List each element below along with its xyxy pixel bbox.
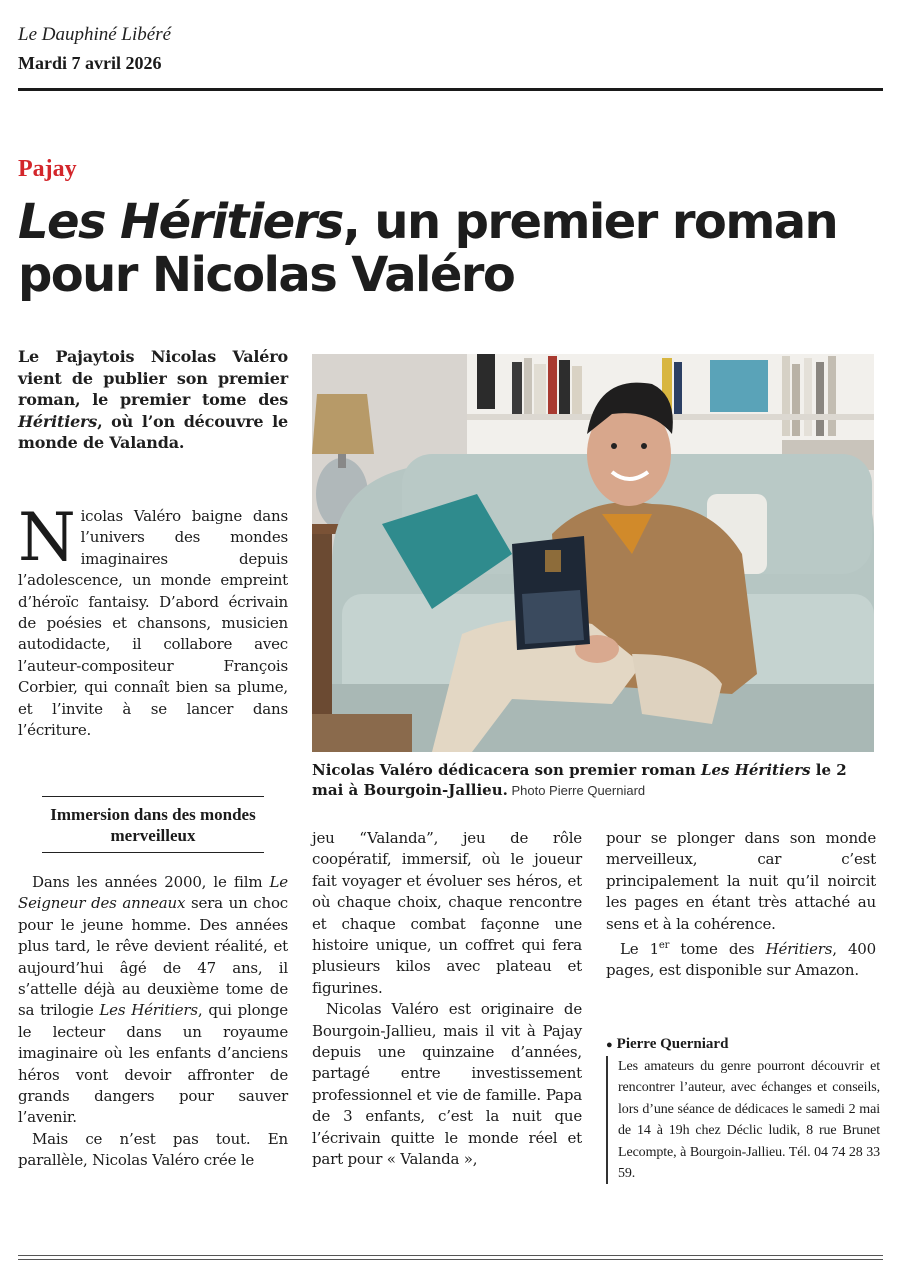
standfirst-part: Le Pajaytois Nicolas Valéro vient de publier son premier roman, le premier tome des	[18, 347, 288, 410]
book-title: Héritiers	[765, 940, 833, 959]
standfirst-part: , où l’on découvre le monde de Valanda.	[18, 411, 288, 453]
article-photo	[312, 354, 874, 752]
rubric-location: Pajay	[18, 156, 77, 182]
paragraph-text: , 400 pages, est disponible sur Amazon.	[606, 940, 876, 980]
article-column-3	[606, 828, 876, 982]
paragraph-text: tome des	[669, 940, 766, 959]
bullet-icon: ●	[606, 1039, 613, 1051]
event-info-box: Les amateurs du genre pourront découvrir et rencontrer l’auteur, avec échanges et conseils, lors d’une séance de dédicaces le samedi 2 mai de 14 à 19h chez Déclic ludik, 8 rue Brunet Lecompte, à Bourgoin-Jallieu. Tél. 04 74 28 33 59.	[606, 1056, 880, 1184]
photo-credit: Photo Pierre Querniard	[507, 783, 646, 798]
ordinal-suffix: er	[658, 940, 670, 952]
issue-date: Mardi 7 avril 2026	[18, 53, 162, 73]
caption-text: le 2 mai à Bourgoin-Jallieu.	[312, 761, 847, 799]
paragraph	[18, 872, 288, 1129]
article-lead-paragraph	[18, 499, 288, 741]
paragraph-text: sera un choc pour le jeune homme. Des années plus tard, le rêve devient réalité, et aujourd’hui âgé de 47 ans, il s’attelle déjà au deuxième tome de sa trilogie	[18, 894, 288, 1020]
article-column-2	[312, 828, 582, 1171]
caption-book-title: Les Héritiers	[700, 761, 811, 779]
article-headline	[18, 196, 888, 302]
drop-cap: N	[18, 499, 76, 576]
film-title: Le Seigneur des anneaux	[18, 873, 288, 913]
standfirst-book-title: Héritiers	[18, 411, 98, 431]
paragraph: Mais ce n’est pas tout. En parallèle, Nicolas Valéro crée le	[18, 1129, 288, 1170]
author-name: Pierre Querniard	[616, 1036, 729, 1052]
newspaper-name: Le Dauphiné Libéré	[18, 24, 172, 45]
book-title: Les Héritiers	[99, 1001, 198, 1020]
footer-rule	[18, 1259, 883, 1260]
headline-rest: , un premier roman pour Nicolas Valéro	[18, 194, 838, 303]
author-byline	[606, 1036, 728, 1053]
masthead-rule	[18, 88, 883, 91]
caption-text: Nicolas Valéro dédicacera son premier roman	[312, 761, 701, 779]
paragraph-text: Dans les années 2000, le film	[32, 873, 270, 891]
lead-text: icolas Valéro baigne dans l’univers des mondes imaginaires depuis l’adolescence, un monde empreint d’héroïc fantaisy. D’abord écrivain de poésies et chansons, musicien autodidacte, il collabore avec l’auteur-compositeur François Corbier, qui connaît bien sa plume, et l’invite à se lancer dans l’écriture.	[18, 507, 288, 740]
paragraph	[606, 935, 876, 982]
article-standfirst	[18, 346, 288, 454]
article-column-1	[18, 872, 288, 1172]
footer-rule	[18, 1255, 883, 1256]
photo-caption	[312, 760, 874, 801]
paragraph: Nicolas Valéro est originaire de Bourgoin-Jallieu, mais il vit à Pajay depuis une quinzaine d’années, partagé entre investissement professionnel et vie de famille. Papa de 3 enfants, c’est la nuit que l’écrivain quitte le monde réel et part pour « Valanda »,	[312, 1000, 582, 1169]
paragraph: jeu “Valanda”, jeu de rôle coopératif, immersif, où le joueur fait voyager et évoluer ses héros, et où chaque choix, chaque rencontre et chaque combat façonne une histoire unique, un coffret qui fera plusieurs kilos avec plateau et figurines.	[312, 829, 582, 997]
photo-author-with-book	[312, 354, 874, 752]
paragraph: pour se plonger dans son monde merveilleux, car c’est principalement la nuit qu’il noircit les pages en étant très attaché au sens et à la cohérence.	[606, 829, 876, 933]
paragraph-text: , qui plonge le lecteur dans un royaume imaginaire où les enfants d’anciens héros vont devoir affronter de grands dangers pour sauver l’avenir.	[18, 1001, 288, 1127]
article-subheading: Immersion dans des mondes merveilleux	[42, 796, 264, 853]
paragraph-text: Le 1	[620, 940, 659, 959]
headline-book-title: Les Héritiers	[18, 194, 343, 250]
